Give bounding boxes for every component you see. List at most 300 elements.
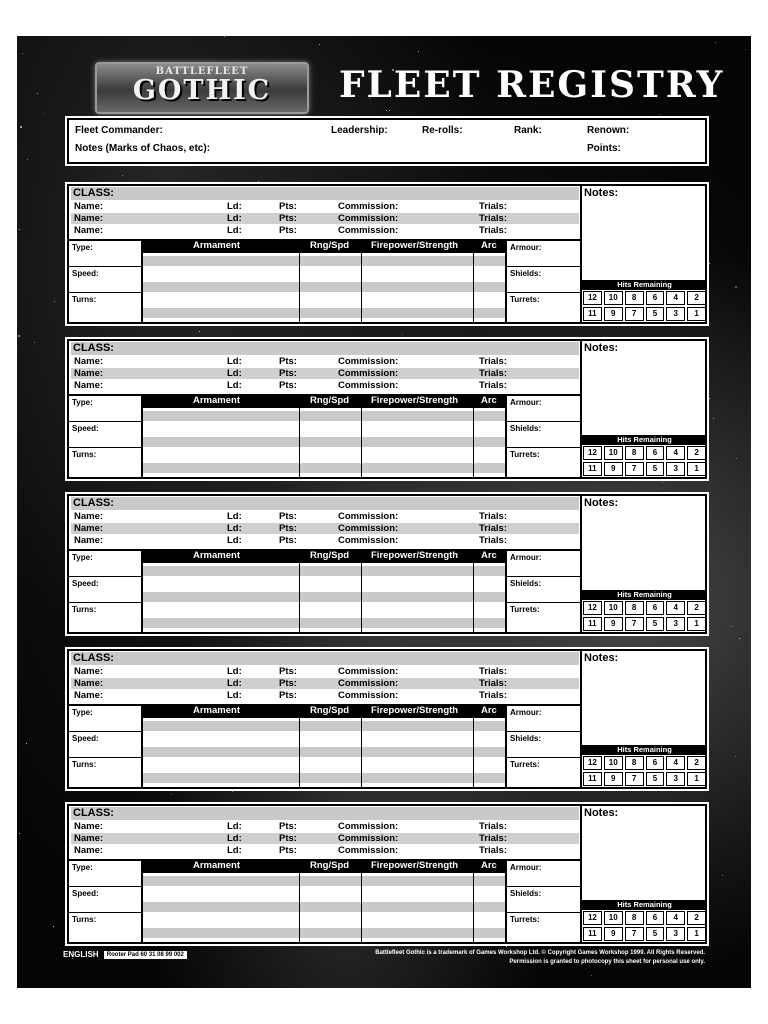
name-label: Name: [74,678,104,689]
battlefleet-gothic-logo [95,62,309,114]
hit-box[interactable]: 6 [646,446,665,460]
hit-box[interactable]: 2 [687,911,706,925]
armour-field[interactable]: Armour: [507,706,582,732]
turns-field[interactable]: Turns: [72,450,97,459]
name-row[interactable] [71,821,579,832]
star-decoration [402,334,403,335]
armament-row-shade [143,437,505,447]
star-decoration [660,114,661,115]
star-decoration [662,482,663,483]
commission-label: Commission: [338,523,399,534]
star-decoration [22,53,23,54]
commission-label: Commission: [338,368,399,379]
shields-field[interactable]: Shields: [507,267,582,293]
notes-label: Notes: [584,652,619,664]
star-decoration [122,175,123,176]
hit-box[interactable]: 2 [687,756,706,770]
column-divider [473,253,474,322]
column-divider [361,873,362,942]
hit-box[interactable]: 11 [583,772,602,786]
pts-label: Pts: [279,380,297,391]
hit-box[interactable]: 3 [666,617,685,631]
rngspd-col: Rng/Spd [310,240,350,251]
armament-header [143,704,505,718]
hit-box[interactable]: 10 [604,291,623,305]
pts-label: Pts: [279,368,297,379]
page-title: FLEET REGISTRY [339,64,725,106]
ship-record-card[interactable] [67,494,707,634]
ld-label: Ld: [227,666,242,677]
armament-row-shade [143,773,505,783]
ship-record-card[interactable] [67,804,707,944]
commission-label: Commission: [338,821,399,832]
class-row[interactable] [71,187,579,200]
shields-field[interactable]: Shields: [507,732,582,758]
ld-label: Ld: [227,535,242,546]
rngspd-col: Rng/Spd [310,860,350,871]
hit-box[interactable]: 11 [583,462,602,476]
ship-record-card[interactable] [67,184,707,324]
pts-label: Pts: [279,511,297,522]
notes-label: Notes: [584,497,619,509]
star-decoration [431,116,432,117]
column-divider [361,563,362,632]
armament-rows[interactable] [143,873,505,942]
class-row[interactable] [71,342,579,355]
hit-box[interactable]: 6 [646,911,665,925]
commission-label: Commission: [338,690,399,701]
trials-label: Trials: [479,690,507,701]
name-row[interactable] [71,380,579,391]
notes-box[interactable] [580,651,705,745]
firepower-col: Firepower/Strength [371,860,459,871]
class-label: CLASS: [73,497,114,509]
firepower-col: Firepower/Strength [371,395,459,406]
hit-box[interactable]: 6 [646,756,665,770]
pts-label: Pts: [279,201,297,212]
name-label: Name: [74,833,104,844]
profile-stats-right [505,859,582,944]
hit-box[interactable]: 12 [583,601,602,615]
name-label: Name: [74,666,104,677]
armament-row-shade [143,928,505,938]
hit-box[interactable]: 11 [583,617,602,631]
name-row[interactable] [71,535,579,546]
armament-table[interactable] [143,239,505,322]
notes-label: Notes: [584,187,619,199]
footer-language [63,950,187,959]
star-decoration [232,791,233,792]
commission-label: Commission: [338,201,399,212]
hit-box[interactable]: 8 [625,446,644,460]
star-decoration [19,229,20,230]
armament-table[interactable] [143,394,505,477]
name-label: Name: [74,821,104,832]
armament-col: Armament [193,240,240,251]
notes-box[interactable] [580,496,705,590]
hits-remaining-title: Hits Remaining [582,590,707,600]
armament-table[interactable] [143,859,505,942]
pts-label: Pts: [279,356,297,367]
copyright-line-1: Battlefleet Gothic is a trademark of Games Workshop Ltd. © Copyright Games Workshop 1999. All Rights Reserved. [375,950,705,956]
turns-field[interactable]: Turns: [72,760,97,769]
armament-header [143,549,505,563]
hit-box[interactable]: 9 [604,772,623,786]
armament-col: Armament [193,860,240,871]
name-row[interactable] [71,678,579,689]
logo-main-text: GOTHIC [132,75,272,106]
armour-field[interactable]: Armour: [507,241,582,267]
fleet-commander-label: Fleet Commander: [75,125,163,136]
hit-box[interactable]: 5 [646,462,665,476]
hit-box[interactable]: 1 [687,927,706,941]
column-divider [361,253,362,322]
notes-label: Notes: [584,807,619,819]
armament-row-shade [143,256,505,266]
hit-box[interactable]: 4 [666,756,685,770]
hit-box[interactable]: 10 [604,446,623,460]
armament-row-shade [143,721,505,731]
turrets-field[interactable]: Turrets: [510,295,540,304]
ld-label: Ld: [227,523,242,534]
hits-remaining-track [580,745,707,787]
class-label: CLASS: [73,187,114,199]
profile-stats-left [69,549,143,634]
hit-box[interactable]: 3 [666,927,685,941]
star-decoration [713,418,714,419]
column-divider [299,253,300,322]
hits-remaining-title: Hits Remaining [582,435,707,445]
star-decoration [731,626,732,627]
star-decoration [319,44,320,45]
notes-box[interactable] [580,341,705,435]
hit-box[interactable]: 7 [625,927,644,941]
star-decoration [418,51,419,52]
points-label: Points: [587,143,621,154]
hit-box[interactable]: 9 [604,927,623,941]
hit-box[interactable]: 8 [625,911,644,925]
turns-field[interactable]: Turns: [72,295,97,304]
name-row[interactable] [71,356,579,367]
name-row[interactable] [71,213,579,224]
hit-box[interactable]: 5 [646,307,665,321]
name-row[interactable] [71,833,579,844]
commission-label: Commission: [338,356,399,367]
hit-box[interactable]: 4 [666,601,685,615]
trials-label: Trials: [479,845,507,856]
star-decoration [633,802,634,803]
speed-field[interactable]: Speed: [69,422,141,448]
armament-rows[interactable] [143,718,505,787]
commission-label: Commission: [338,213,399,224]
rngspd-col: Rng/Spd [310,395,350,406]
renown-label: Renown: [587,125,630,136]
star-decoration [26,743,27,744]
ld-label: Ld: [227,511,242,522]
ld-label: Ld: [227,821,242,832]
armament-row-shade [143,876,505,886]
name-row[interactable] [71,511,579,522]
hit-box[interactable]: 1 [687,307,706,321]
hit-box[interactable]: 7 [625,617,644,631]
hit-box[interactable]: 3 [666,462,685,476]
name-row[interactable] [71,845,579,856]
hit-box[interactable]: 4 [666,446,685,460]
ld-label: Ld: [227,678,242,689]
armament-col: Armament [193,395,240,406]
turrets-field[interactable]: Turrets: [510,605,540,614]
profile-stats-right [505,549,582,634]
footer-copyright [375,949,705,967]
hit-box[interactable]: 1 [687,617,706,631]
commission-label: Commission: [338,380,399,391]
star-decoration [506,946,507,947]
name-label: Name: [74,225,104,236]
ld-label: Ld: [227,356,242,367]
trials-label: Trials: [479,821,507,832]
hit-box[interactable]: 7 [625,307,644,321]
hits-remaining-track [580,590,707,632]
column-divider [299,563,300,632]
star-decoration [715,42,716,43]
hit-box[interactable]: 10 [604,911,623,925]
armament-rows[interactable] [143,253,505,322]
shields-field[interactable]: Shields: [507,422,582,448]
hit-box[interactable]: 2 [687,291,706,305]
armament-table[interactable] [143,704,505,787]
name-row[interactable] [71,690,579,701]
armour-field[interactable]: Armour: [507,396,582,422]
turrets-field[interactable]: Turrets: [510,760,540,769]
type-field[interactable]: Type: [69,551,141,577]
ship-record-card[interactable] [67,339,707,479]
column-divider [361,718,362,787]
armament-table[interactable] [143,549,505,632]
star-decoration [171,794,172,795]
pts-label: Pts: [279,213,297,224]
type-field[interactable]: Type: [69,396,141,422]
speed-field[interactable]: Speed: [69,577,141,603]
shields-field[interactable]: Shields: [507,887,582,913]
ld-label: Ld: [227,690,242,701]
ld-label: Ld: [227,380,242,391]
hit-box[interactable]: 6 [646,291,665,305]
fleet-notes-label: Notes (Marks of Chaos, etc): [75,143,211,154]
hit-box[interactable]: 8 [625,291,644,305]
copyright-line-2: Permission is granted to photocopy this sheet for personal use only. [509,959,705,965]
profile-stats-right [505,239,582,324]
column-divider [473,718,474,787]
column-divider [299,408,300,477]
registry-sheet [17,36,751,988]
name-label: Name: [74,368,104,379]
column-divider [299,873,300,942]
star-decoration [389,110,390,111]
firepower-col: Firepower/Strength [371,550,459,561]
hit-box[interactable]: 12 [583,446,602,460]
hit-box[interactable]: 12 [583,756,602,770]
pts-label: Pts: [279,845,297,856]
hit-box[interactable]: 8 [625,601,644,615]
armament-rows[interactable] [143,408,505,477]
ld-label: Ld: [227,201,242,212]
hits-remaining-track [580,280,707,322]
hits-remaining-title: Hits Remaining [582,900,707,910]
armour-field[interactable]: Armour: [507,551,582,577]
hit-box[interactable]: 4 [666,911,685,925]
speed-field[interactable]: Speed: [69,887,141,913]
ld-label: Ld: [227,225,242,236]
name-row[interactable] [71,523,579,534]
commission-label: Commission: [338,225,399,236]
type-field[interactable]: Type: [69,241,141,267]
product-code: Rooter Pad 60 31 08 99 002 [104,951,187,959]
column-divider [473,408,474,477]
trials-label: Trials: [479,523,507,534]
armament-col: Armament [193,550,240,561]
commission-label: Commission: [338,511,399,522]
hit-box[interactable]: 6 [646,601,665,615]
rerolls-label: Re-rolls: [422,125,463,136]
name-label: Name: [74,535,104,546]
commission-label: Commission: [338,535,399,546]
armament-row-shade [143,282,505,292]
notes-box[interactable] [580,186,705,280]
speed-field[interactable]: Speed: [69,267,141,293]
shields-field[interactable]: Shields: [507,577,582,603]
pts-label: Pts: [279,535,297,546]
hit-box[interactable]: 10 [604,756,623,770]
profile-stats-left [69,394,143,479]
hits-remaining-title: Hits Remaining [582,280,707,290]
fleet-info-box[interactable] [67,118,707,164]
star-decoration [20,126,22,128]
turrets-field[interactable]: Turrets: [510,915,540,924]
hits-remaining-track [580,435,707,477]
star-decoration [709,398,710,399]
hit-box[interactable]: 9 [604,307,623,321]
name-row[interactable] [71,225,579,236]
type-field[interactable]: Type: [69,706,141,732]
armament-col: Armament [193,705,240,716]
class-row[interactable] [71,497,579,510]
firepower-col: Firepower/Strength [371,240,459,251]
star-decoration [736,458,737,459]
name-row[interactable] [71,368,579,379]
logo-top-text: BATTLEFLEET [155,66,249,77]
hit-box[interactable]: 2 [687,601,706,615]
hit-box[interactable]: 7 [625,772,644,786]
pts-label: Pts: [279,821,297,832]
hit-box[interactable]: 1 [687,772,706,786]
hit-box[interactable]: 8 [625,756,644,770]
pts-label: Pts: [279,678,297,689]
notes-box[interactable] [580,806,705,900]
armament-rows[interactable] [143,563,505,632]
hit-box[interactable]: 10 [604,601,623,615]
trials-label: Trials: [479,368,507,379]
trials-label: Trials: [479,201,507,212]
trials-label: Trials: [479,678,507,689]
hit-box[interactable]: 7 [625,462,644,476]
armament-row-shade [143,618,505,628]
ship-record-card[interactable] [67,649,707,789]
armament-header [143,239,505,253]
hit-box[interactable]: 1 [687,462,706,476]
hit-box[interactable]: 12 [583,291,602,305]
turrets-field[interactable]: Turrets: [510,450,540,459]
armament-header [143,394,505,408]
hit-box[interactable]: 3 [666,772,685,786]
armament-row-shade [143,308,505,318]
hit-box[interactable]: 2 [687,446,706,460]
star-decoration [19,833,20,834]
hit-box[interactable]: 9 [604,462,623,476]
turns-field[interactable]: Turns: [72,605,97,614]
armament-row-shade [143,463,505,473]
armour-field[interactable]: Armour: [507,861,582,887]
hit-box[interactable]: 11 [583,927,602,941]
class-label: CLASS: [73,342,114,354]
arc-col: Arc [481,860,497,871]
arc-col: Arc [481,550,497,561]
armament-row-shade [143,747,505,757]
ld-label: Ld: [227,833,242,844]
name-row[interactable] [71,666,579,677]
hit-box[interactable]: 5 [646,772,665,786]
commission-label: Commission: [338,845,399,856]
class-label: CLASS: [73,652,114,664]
trials-label: Trials: [479,380,507,391]
armament-row-shade [143,411,505,421]
star-decoration [258,181,259,182]
trials-label: Trials: [479,225,507,236]
name-label: Name: [74,213,104,224]
name-row[interactable] [71,201,579,212]
hit-box[interactable]: 5 [646,927,665,941]
ld-label: Ld: [227,368,242,379]
speed-field[interactable]: Speed: [69,732,141,758]
hit-box[interactable]: 11 [583,307,602,321]
hit-box[interactable]: 9 [604,617,623,631]
arc-col: Arc [481,395,497,406]
language-label: ENGLISH [63,950,99,959]
column-divider [299,718,300,787]
star-decoration [44,113,45,114]
hit-box[interactable]: 4 [666,291,685,305]
arc-col: Arc [481,240,497,251]
name-label: Name: [74,845,104,856]
commission-label: Commission: [338,666,399,677]
trials-label: Trials: [479,356,507,367]
commission-label: Commission: [338,833,399,844]
class-row[interactable] [71,807,579,820]
type-field[interactable]: Type: [69,861,141,887]
hit-box[interactable]: 3 [666,307,685,321]
class-row[interactable] [71,652,579,665]
hit-box[interactable]: 5 [646,617,665,631]
star-decoration [735,286,737,288]
armament-row-shade [143,566,505,576]
turns-field[interactable]: Turns: [72,915,97,924]
pts-label: Pts: [279,690,297,701]
hit-box[interactable]: 12 [583,911,602,925]
armament-row-shade [143,902,505,912]
star-decoration [224,36,225,37]
star-decoration [54,301,55,302]
ld-label: Ld: [227,213,242,224]
star-decoration [745,49,746,50]
